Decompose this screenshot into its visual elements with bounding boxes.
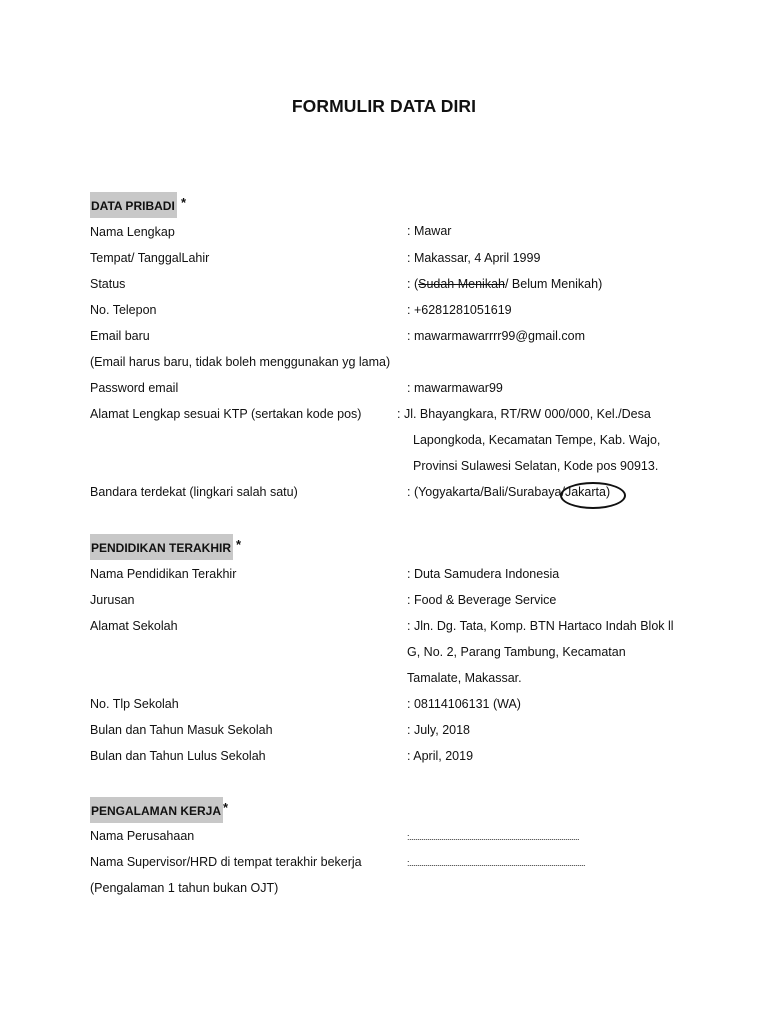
masuk-sekolah-label: Bulan dan Tahun Masuk Sekolah <box>90 723 273 737</box>
pendidikan-nama-label: Nama Pendidikan Terakhir <box>90 567 237 581</box>
alamat-sekolah-line-3: Tamalate, Makassar. <box>407 671 522 685</box>
status-struck-option: Sudah Menikah <box>418 277 505 291</box>
pengalaman-note: (Pengalaman 1 tahun bukan OJT) <box>90 881 279 895</box>
supervisor-blank: :........................................................................................ <box>407 858 586 868</box>
jurusan-label: Jurusan <box>90 593 135 607</box>
ttl-label: Tempat/ TanggalLahir <box>90 251 210 265</box>
pendidikan-nama-value: : Duta Samudera Indonesia <box>407 567 560 581</box>
lulus-sekolah-value: : April, 2019 <box>407 749 474 763</box>
perusahaan-label: Nama Perusahaan <box>90 829 195 843</box>
password-value: : mawarmawar99 <box>407 381 503 395</box>
alamat-ktp-line-2: Lapongkoda, Kecamatan Tempe, Kab. Wajo, <box>413 433 661 447</box>
status-label: Status <box>90 277 126 291</box>
required-asterisk: * <box>181 195 187 210</box>
required-asterisk: * <box>236 537 242 552</box>
alamat-ktp-line-1: : Jl. Bhayangkara, RT/RW 000/000, Kel./Desa <box>397 407 651 421</box>
telepon-label: No. Telepon <box>90 303 157 317</box>
selection-circle <box>560 482 626 509</box>
alamat-sekolah-label: Alamat Sekolah <box>90 619 178 633</box>
status-value <box>407 277 602 291</box>
alamat-sekolah-line-2: G, No. 2, Parang Tambung, Kecamatan <box>407 645 626 659</box>
tlp-sekolah-value: : 08114106131 (WA) <box>407 697 521 711</box>
email-note: (Email harus baru, tidak boleh menggunakan yg lama) <box>90 355 391 369</box>
form-title: FORMULIR DATA DIRI <box>291 96 477 116</box>
status-selected-option: / Belum Menikah) <box>504 277 603 291</box>
alamat-sekolah-line-1: : Jln. Dg. Tata, Komp. BTN Hartaco Indah Blok ll <box>407 619 674 633</box>
masuk-sekolah-value: : July, 2018 <box>407 723 471 737</box>
bandara-value: : (Yogyakarta/Bali/Surabaya/Jakarta) <box>407 485 611 499</box>
perusahaan-blank: :..................................................................................... <box>407 832 580 842</box>
telepon-value: : +6281281051619 <box>407 303 512 317</box>
tlp-sekolah-label: No. Tlp Sekolah <box>90 697 179 711</box>
section-heading-pendidikan: PENDIDIKAN TERAKHIR <box>90 534 233 560</box>
alamat-ktp-line-3: Provinsi Sulawesi Selatan, Kode pos 90913. <box>413 459 659 473</box>
email-value: : mawarmawarrrr99@gmail.com <box>407 329 585 343</box>
status-prefix: : ( <box>407 277 419 291</box>
section-heading-data-pribadi: DATA PRIBADI <box>90 192 177 218</box>
alamat-ktp-label: Alamat Lengkap sesuai KTP (sertakan kode pos) <box>90 407 362 421</box>
bandara-label: Bandara terdekat (lingkari salah satu) <box>90 485 298 499</box>
jurusan-value: : Food & Beverage Service <box>407 593 557 607</box>
email-label: Email baru <box>90 329 150 343</box>
nama-lengkap-value: : Mawar <box>407 224 452 238</box>
ttl-value: : Makassar, 4 April 1999 <box>407 251 541 265</box>
password-label: Password email <box>90 381 179 395</box>
supervisor-label: Nama Supervisor/HRD di tempat terakhir bekerja <box>90 855 362 869</box>
required-asterisk: * <box>223 800 229 815</box>
section-heading-pengalaman: PENGALAMAN KERJA <box>90 797 223 823</box>
lulus-sekolah-label: Bulan dan Tahun Lulus Sekolah <box>90 749 266 763</box>
nama-lengkap-label: Nama Lengkap <box>90 225 175 239</box>
